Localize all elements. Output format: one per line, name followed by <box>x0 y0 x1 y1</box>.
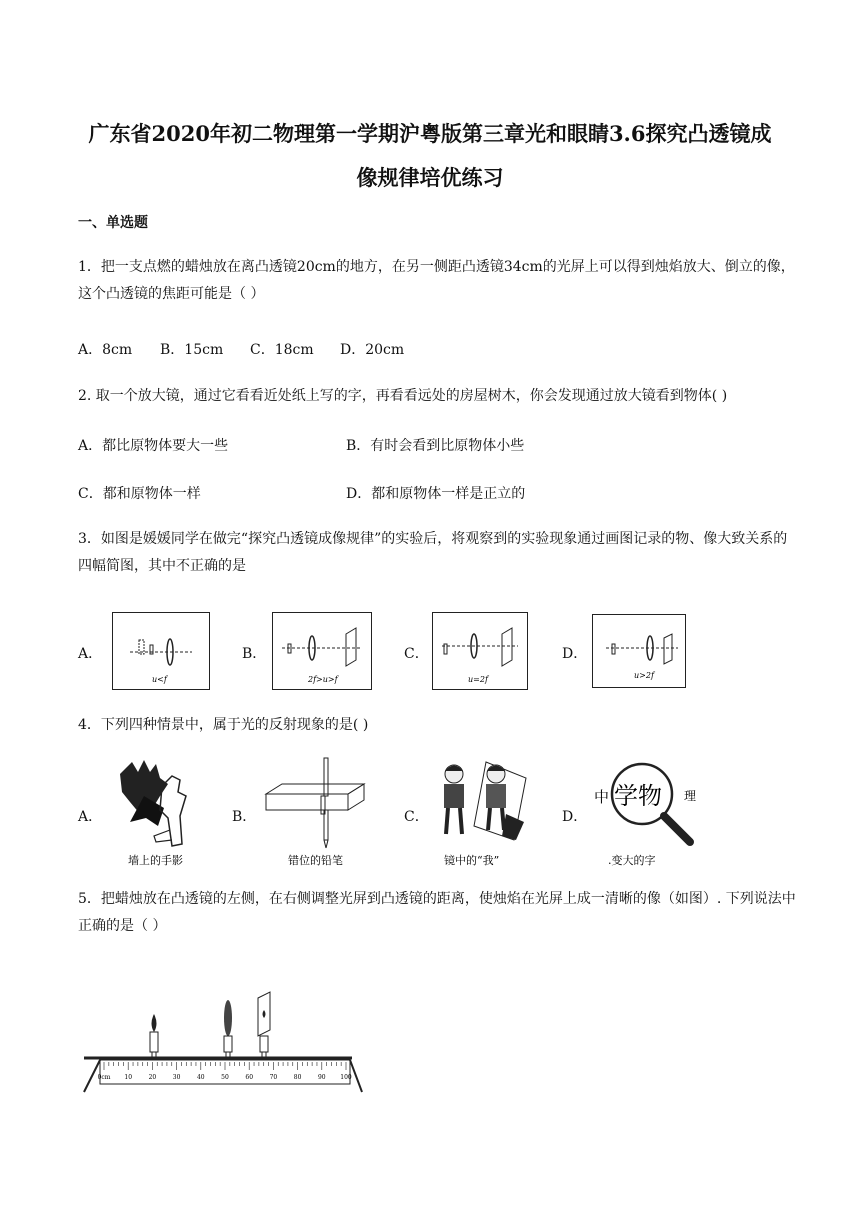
q3-caption-c: u=2f <box>468 675 488 684</box>
ruler-label: 50 <box>221 1074 229 1081</box>
q3-diagram-b <box>272 612 372 690</box>
ruler-label: 10 <box>124 1074 133 1081</box>
question-4-text: 4．下列四种情景中，属于光的反射现象的是( ) <box>78 717 369 733</box>
q1-option-d: D．20cm <box>340 342 405 358</box>
q2-option-a: A．都比原物体要大一些 <box>78 438 229 454</box>
ruler-label: 60 <box>245 1074 254 1081</box>
q4-caption-b: 错位的铅笔 <box>288 854 343 867</box>
q3-diagram-c <box>432 612 528 690</box>
ruler-label: 100 <box>340 1074 352 1081</box>
convex-lens-icon <box>224 1000 232 1058</box>
document-title <box>60 112 800 200</box>
q3-diagram-a <box>112 612 210 690</box>
q2-option-d: D．都和原物体一样是正立的 <box>346 486 526 502</box>
q4-label-a: A． <box>78 809 103 825</box>
q3-label-c: C． <box>404 646 429 662</box>
q3-label-b: B． <box>242 646 267 662</box>
q4-caption-c: 镜中的“我” <box>444 854 500 867</box>
q4-label-d: D． <box>562 809 588 825</box>
candle-icon <box>150 1014 158 1058</box>
q4-magnifier-big-chars: 学物 <box>614 782 662 810</box>
ruler-label: 70 <box>269 1074 278 1081</box>
q4-pencil-glass-image <box>258 756 378 868</box>
question-2-text: 2. 取一个放大镜，通过它看看近处纸上写的字，再看看远处的房屋树木，你会发现通过放大镜看到物体( ) <box>78 388 728 404</box>
section-heading: 一、单选题 <box>78 215 148 231</box>
q4-hand-shadow-image <box>110 756 220 868</box>
ruler-label: 40 <box>196 1074 205 1081</box>
q2-option-c: C．都和原物体一样 <box>78 486 201 502</box>
ruler-label: 0cm <box>97 1074 111 1081</box>
q3-caption-d: u>2f <box>634 671 654 680</box>
q3-caption-a: u<f <box>152 675 167 684</box>
q2-option-b: B．有时会看到比原物体小些 <box>346 438 525 454</box>
q4-magnifier-left-char: 中 <box>594 788 610 806</box>
q3-diagram-d <box>592 614 686 688</box>
ruler-label: 80 <box>293 1074 302 1081</box>
q4-label-c: C． <box>404 809 429 825</box>
q1-option-c: C．18cm <box>250 342 314 358</box>
title-line-1: 广东省2020年初二物理第一学期沪粤版第三章光和眼睛3.6探究凸透镜成 <box>88 121 772 146</box>
q4-caption-a: 墙上的手影 <box>128 854 183 867</box>
q3-label-a: A． <box>78 646 103 662</box>
q5-optical-bench-image <box>78 990 368 1098</box>
question-1-text: 1．把一支点燃的蜡烛放在离凸透镜20cm的地方，在另一侧距凸透镜34cm的光屏上可以得到烛焰放大、倒立的像，这个凸透镜的焦距可能是（ ） <box>78 259 795 302</box>
q4-magnifier-right-char: 理 <box>684 789 697 803</box>
ruler-label: 20 <box>148 1074 157 1081</box>
question-5-text: 5．把蜡烛放在凸透镜的左侧，在右侧调整光屏到凸透镜的距离，使烛焰在光屏上成一清晰的像（如图）. 下列说法中正确的是（ ） <box>78 891 796 934</box>
q4-mirror-image <box>432 756 536 868</box>
q3-caption-b: 2f>u>f <box>308 675 338 684</box>
ruler-ticks <box>98 1062 352 1081</box>
question-3-text: 3．如图是媛媛同学在做完“探究凸透镜成像规律”的实验后，将观察到的实验现象通过画图记录的物、像大致关系的四幅简图，其中不正确的是 <box>78 531 788 574</box>
q1-option-b: B．15cm <box>160 342 224 358</box>
light-screen-icon <box>258 992 270 1058</box>
q4-magnifier-image <box>590 760 714 868</box>
ruler-label: 30 <box>172 1074 181 1081</box>
title-line-2: 像规律培优练习 <box>356 165 504 190</box>
q4-label-b: B． <box>232 809 257 825</box>
q3-label-d: D． <box>562 646 588 662</box>
ruler-label: 90 <box>317 1074 326 1081</box>
q4-caption-d: .变大的字 <box>608 854 656 867</box>
q1-option-a: A．8cm <box>78 342 133 358</box>
